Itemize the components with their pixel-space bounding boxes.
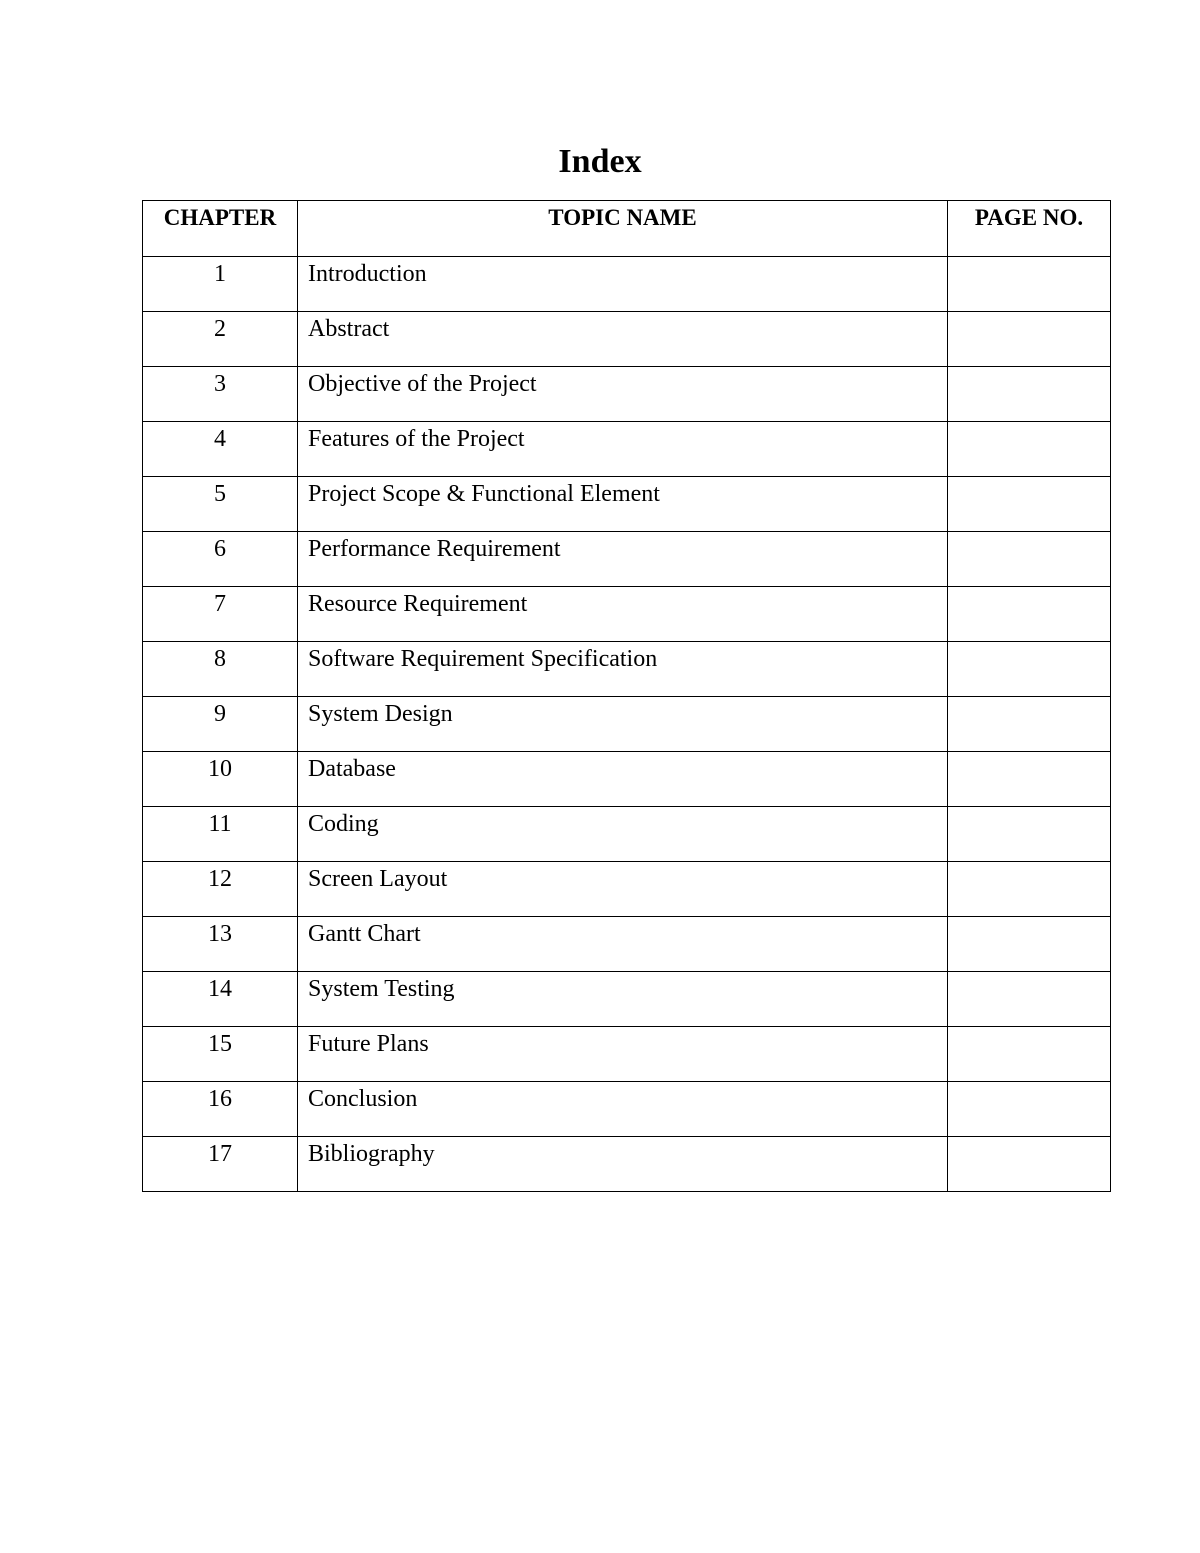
page-number bbox=[948, 807, 1111, 862]
topic-name: Database bbox=[298, 752, 948, 807]
table-row bbox=[143, 862, 1111, 917]
page-number bbox=[948, 917, 1111, 972]
topic-name: Abstract bbox=[298, 312, 948, 367]
table-row bbox=[143, 697, 1111, 752]
table-row bbox=[143, 422, 1111, 477]
page-number bbox=[948, 477, 1111, 532]
topic-name: Screen Layout bbox=[298, 862, 948, 917]
table-row bbox=[143, 642, 1111, 697]
table-row bbox=[143, 1027, 1111, 1082]
chapter-number: 3 bbox=[143, 367, 298, 422]
topic-name: Objective of the Project bbox=[298, 367, 948, 422]
chapter-number: 16 bbox=[143, 1082, 298, 1137]
page-number bbox=[948, 312, 1111, 367]
topic-name: Resource Requirement bbox=[298, 587, 948, 642]
table-row bbox=[143, 1137, 1111, 1192]
chapter-number: 14 bbox=[143, 972, 298, 1027]
page-number bbox=[948, 532, 1111, 587]
index-table-header bbox=[143, 201, 1111, 257]
chapter-number: 11 bbox=[143, 807, 298, 862]
table-row bbox=[143, 257, 1111, 312]
header-page-no: PAGE NO. bbox=[948, 201, 1111, 257]
topic-name: Gantt Chart bbox=[298, 917, 948, 972]
page-number bbox=[948, 367, 1111, 422]
chapter-number: 6 bbox=[143, 532, 298, 587]
table-row bbox=[143, 972, 1111, 1027]
table-row bbox=[143, 312, 1111, 367]
table-row bbox=[143, 477, 1111, 532]
page-number bbox=[948, 862, 1111, 917]
topic-name: Future Plans bbox=[298, 1027, 948, 1082]
page-title: Index bbox=[558, 143, 642, 180]
topic-name: Bibliography bbox=[298, 1137, 948, 1192]
table-row bbox=[143, 752, 1111, 807]
table-row bbox=[143, 532, 1111, 587]
chapter-number: 8 bbox=[143, 642, 298, 697]
topic-name: Coding bbox=[298, 807, 948, 862]
page-number bbox=[948, 752, 1111, 807]
topic-name: Introduction bbox=[298, 257, 948, 312]
chapter-number: 15 bbox=[143, 1027, 298, 1082]
page-number bbox=[948, 422, 1111, 477]
topic-name: Conclusion bbox=[298, 1082, 948, 1137]
page-number bbox=[948, 697, 1111, 752]
topic-name: Features of the Project bbox=[298, 422, 948, 477]
topic-name: Project Scope & Functional Element bbox=[298, 477, 948, 532]
table-row bbox=[143, 587, 1111, 642]
page-number bbox=[948, 1082, 1111, 1137]
table-row bbox=[143, 1082, 1111, 1137]
topic-name: Performance Requirement bbox=[298, 532, 948, 587]
page-number bbox=[948, 972, 1111, 1027]
page-number bbox=[948, 257, 1111, 312]
page-number bbox=[948, 1137, 1111, 1192]
chapter-number: 17 bbox=[143, 1137, 298, 1192]
index-table bbox=[142, 200, 1111, 1192]
table-row bbox=[143, 807, 1111, 862]
chapter-number: 13 bbox=[143, 917, 298, 972]
table-row bbox=[143, 917, 1111, 972]
chapter-number: 5 bbox=[143, 477, 298, 532]
chapter-number: 4 bbox=[143, 422, 298, 477]
header-chapter: CHAPTER bbox=[143, 201, 298, 257]
page-number bbox=[948, 642, 1111, 697]
index-table-body bbox=[143, 257, 1111, 1192]
topic-name: System Design bbox=[298, 697, 948, 752]
page-number bbox=[948, 1027, 1111, 1082]
chapter-number: 1 bbox=[143, 257, 298, 312]
header-topic-name: TOPIC NAME bbox=[298, 201, 948, 257]
chapter-number: 10 bbox=[143, 752, 298, 807]
chapter-number: 2 bbox=[143, 312, 298, 367]
table-row bbox=[143, 367, 1111, 422]
chapter-number: 12 bbox=[143, 862, 298, 917]
chapter-number: 9 bbox=[143, 697, 298, 752]
topic-name: Software Requirement Specification bbox=[298, 642, 948, 697]
topic-name: System Testing bbox=[298, 972, 948, 1027]
chapter-number: 7 bbox=[143, 587, 298, 642]
page-number bbox=[948, 587, 1111, 642]
header-row bbox=[143, 201, 1111, 257]
